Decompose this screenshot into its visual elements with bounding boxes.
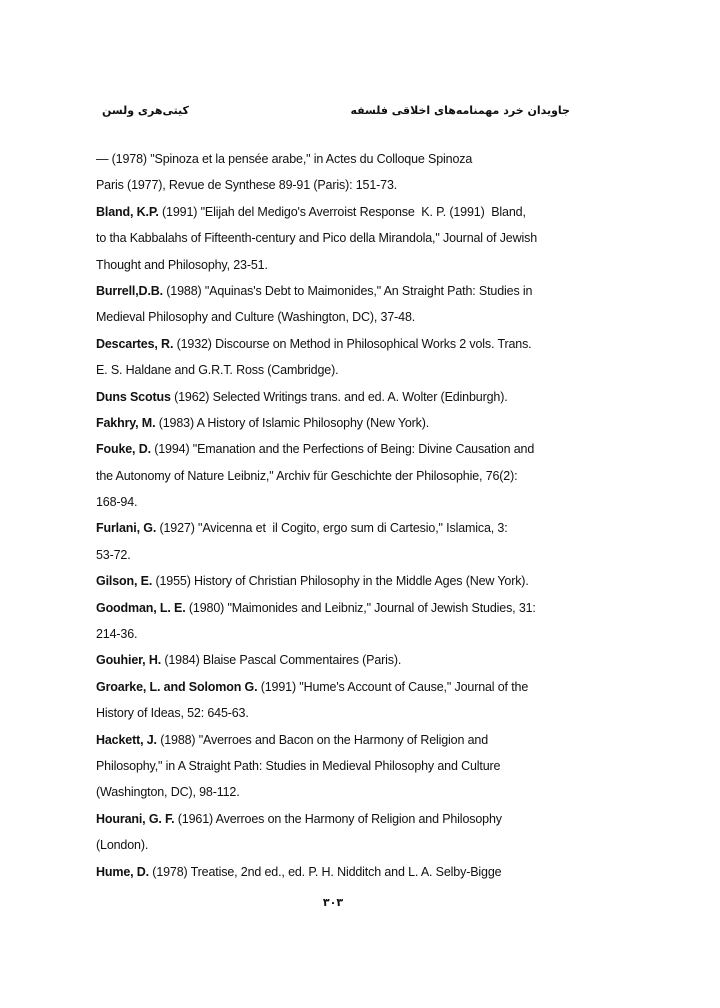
bibliography-entry — [96, 595, 586, 648]
entry-line — [96, 199, 586, 225]
bibliography-entry — [96, 515, 586, 568]
page-number: ۳۰۳ — [322, 896, 344, 909]
entry-text: (1932) Discourse on Method in Philosophical Works 2 vols. Trans. — [173, 336, 532, 351]
entry-text: (1988) "Averroes and Bacon on the Harmony of Religion and — [156, 732, 489, 747]
entry-author: Fakhry, M. — [96, 415, 156, 430]
entry-author: Hourani, G. F. — [96, 811, 175, 826]
header-author-name: کیتی‌هری ولسن — [102, 104, 189, 117]
bibliography-entry — [96, 146, 586, 199]
entry-line — [96, 278, 586, 304]
entry-text: (1961) Averroes on the Harmony of Religion and Philosophy — [174, 811, 502, 826]
bibliography-entry — [96, 859, 586, 885]
entry-line — [96, 727, 586, 753]
entry-line — [96, 647, 586, 673]
entry-text: 214-36. — [96, 627, 138, 642]
entry-text: E. S. Haldane and G.R.T. Ross (Cambridge). — [96, 363, 339, 378]
bibliography-entry — [96, 410, 586, 436]
entry-text: (1962) Selected Writings trans. and ed. A. Wolter (Edinburgh). — [170, 389, 508, 404]
entry-author: Goodman, L. E. — [96, 600, 186, 615]
entry-line — [96, 252, 586, 278]
entry-line — [96, 674, 586, 700]
entry-line — [96, 463, 586, 489]
entry-text: Paris (1977), Revue de Synthese 89-91 (Paris): 151-73. — [96, 178, 398, 193]
entry-text: (1978) Treatise, 2nd ed., ed. P. H. Nidditch and L. A. Selby-Bigge — [148, 864, 502, 879]
entry-author: Burrell,D.B. — [96, 283, 163, 298]
entry-text: (1991) "Elijah del Medigo's Averroist Response K. P. (1991) Bland, — [158, 204, 526, 219]
entry-line — [96, 384, 586, 410]
entry-line — [96, 832, 586, 858]
entry-line — [96, 172, 586, 198]
entry-line — [96, 146, 586, 172]
running-header — [96, 104, 570, 124]
entry-author: Hackett, J. — [96, 732, 157, 747]
entry-text: Philosophy," in A Straight Path: Studies in Medieval Philosophy and Culture — [96, 758, 501, 773]
entry-line — [96, 779, 586, 805]
entry-text: (London). — [96, 838, 149, 853]
entry-line — [96, 331, 586, 357]
bibliography-entry — [96, 199, 586, 278]
entry-line — [96, 753, 586, 779]
entry-text: (1994) "Emanation and the Perfections of Being: Divine Causation and — [150, 442, 535, 457]
entry-line — [96, 225, 586, 251]
bibliography-entry — [96, 674, 586, 727]
entry-text: (1980) "Maimonides and Leibniz," Journal of Jewish Studies, 31: — [185, 600, 536, 615]
bibliography-entry — [96, 647, 586, 673]
bibliography-entry — [96, 436, 586, 515]
entry-line — [96, 304, 586, 330]
entry-text: 53-72. — [96, 547, 131, 562]
entry-text: to tha Kabbalahs of Fifteenth-century and Pico della Mirandola," Journal of Jewish — [96, 231, 538, 246]
entry-author: Fouke, D. — [96, 442, 151, 457]
entry-author: Gilson, E. — [96, 574, 153, 589]
bibliography-entry — [96, 568, 586, 594]
bibliography-entry — [96, 278, 586, 331]
bibliography-entry — [96, 384, 586, 410]
entry-text: (1991) "Hume's Account of Cause," Journal of the — [257, 679, 529, 694]
entry-text: — (1978) "Spinoza et la pensée arabe," in Actes du Colloque Spinoza — [96, 152, 473, 166]
bibliography-entry — [96, 806, 586, 859]
entry-author: Gouhier, H. — [96, 653, 162, 668]
entry-text: (1927) "Avicenna et il Cogito, ergo sum di Cartesio," Islamica, 3: — [156, 521, 508, 536]
entry-text: Thought and Philosophy, 23-51. — [96, 257, 268, 272]
bibliography-list — [96, 146, 586, 885]
entry-text: Medieval Philosophy and Culture (Washington, DC), 37-48. — [96, 310, 416, 325]
entry-line — [96, 859, 586, 885]
entry-text: (Washington, DC), 98-112. — [96, 785, 240, 800]
entry-line — [96, 489, 586, 515]
entry-author: Duns Scotus — [96, 389, 171, 404]
entry-line — [96, 436, 586, 462]
entry-text: the Autonomy of Nature Leibniz," Archiv für Geschichte der Philosophie, 76(2): — [96, 468, 518, 483]
entry-text: 168-94. — [96, 495, 138, 510]
entry-author: Furlani, G. — [96, 521, 157, 536]
entry-author: Hume, D. — [96, 864, 149, 879]
header-journal-title: جاویدان خرد مهمنامه‌های اخلاقی فلسفه — [350, 104, 570, 117]
entry-text: History of Ideas, 52: 645-63. — [96, 706, 249, 721]
entry-line — [96, 515, 586, 541]
entry-line — [96, 621, 586, 647]
entry-text: (1955) History of Christian Philosophy in the Middle Ages (New York). — [152, 574, 529, 589]
entry-line — [96, 542, 586, 568]
bibliography-entry — [96, 331, 586, 384]
entry-line — [96, 806, 586, 832]
entry-line — [96, 357, 586, 383]
entry-text: (1984) Blaise Pascal Commentaires (Paris). — [161, 653, 402, 668]
entry-author: Bland, K.P. — [96, 204, 159, 219]
entry-line — [96, 410, 586, 436]
bibliography-entry — [96, 727, 586, 806]
entry-author: Descartes, R. — [96, 336, 174, 351]
entry-line — [96, 700, 586, 726]
entry-text: (1988) "Aquinas's Debt to Maimonides," An Straight Path: Studies in — [162, 283, 533, 298]
entry-text: (1983) A History of Islamic Philosophy (New York). — [155, 415, 430, 430]
entry-author: Groarke, L. and Solomon G. — [96, 679, 258, 694]
entry-line — [96, 595, 586, 621]
entry-line — [96, 568, 586, 594]
